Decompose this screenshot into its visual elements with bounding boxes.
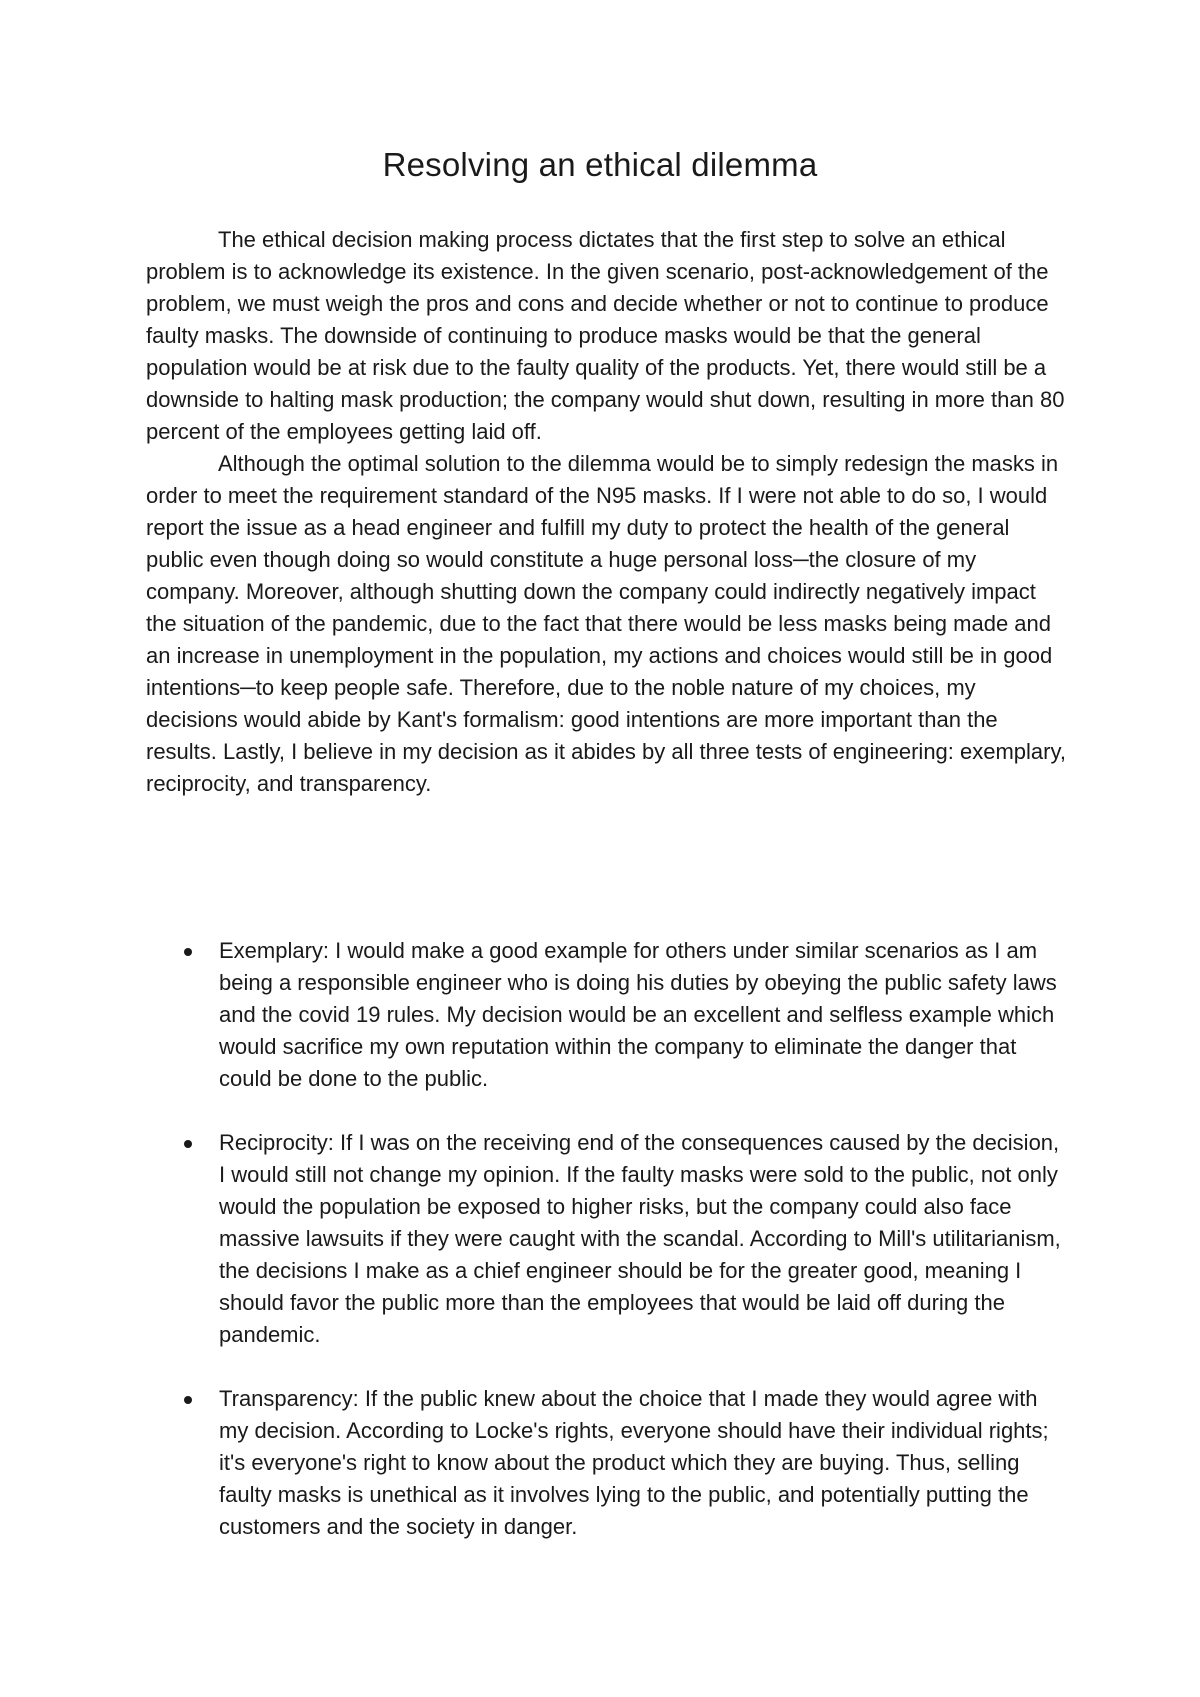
body-text <box>146 224 1066 800</box>
paragraph-2: Although the optimal solution to the dilemma would be to simply redesign the masks in order to meet the requirement standard of the N95 masks. If I were not able to do so, I would report the issue as a head engineer and fulfill my duty to protect the health of the general public even though doing so would constitute a huge personal loss─the closure of my company. Moreover, although shutting down the company could indirectly negatively impact the situation of the pandemic, due to the fact that there would be less masks being made and an increase in unemployment in the population, my actions and choices would still be in good intentions─to keep people safe. Therefore, due to the noble nature of my choices, my decisions would abide by Kant's formalism: good intentions are more important than the results. Lastly, I believe in my decision as it abides by all three tests of engineering: exemplary, reciprocity, and transparency. <box>146 451 1066 796</box>
bullet-item-transparency <box>146 1383 1066 1543</box>
document-title: Resolving an ethical dilemma <box>382 146 818 183</box>
bullet-item-reciprocity <box>146 1127 1066 1351</box>
bullet-text: Transparency: If the public knew about the choice that I made they would agree with my decision. According to Locke's rights, everyone should have their individual rights; it's everyone's right to know about the product which they are buying. Thus, selling faulty masks is unethical as it involves lying to the public, and potentially putting the customers and the society in danger. <box>219 1386 1049 1539</box>
bullet-text: Reciprocity: If I was on the receiving end of the consequences caused by the decision, I would still not change my opinion. If the faulty masks were sold to the public, not only would the population be exposed to higher risks, but the company could also face massive lawsuits if they were caught with the scandal. According to Mill's utilitarianism, the decisions I make as a chief engineer should be for the greater good, meaning I should favor the public more than the employees that would be laid off during the pandemic. <box>219 1130 1061 1347</box>
bullet-text: Exemplary: I would make a good example for others under similar scenarios as I am being a responsible engineer who is doing his duties by obeying the public safety laws and the covid 19 rules. My decision would be an excellent and selfless example which would sacrifice my own reputation within the company to eliminate the danger that could be done to the public. <box>219 938 1057 1091</box>
bullet-dot-icon <box>184 1140 192 1148</box>
paragraph-1: The ethical decision making process dictates that the first step to solve an ethical problem is to acknowledge its existence. In the given scenario, post-acknowledgement of the problem, we must weigh the pros and cons and decide whether or not to continue to produce faulty masks. The downside of continuing to produce masks would be that the general population would be at risk due to the faulty quality of the products. Yet, there would still be a downside to halting mask production; the company would shut down, resulting in more than 80 percent of the employees getting laid off. <box>146 227 1065 444</box>
bullet-item-exemplary <box>146 935 1066 1095</box>
bullet-dot-icon <box>184 948 192 956</box>
bullet-list <box>146 935 1066 1575</box>
bullet-dot-icon <box>184 1396 192 1404</box>
